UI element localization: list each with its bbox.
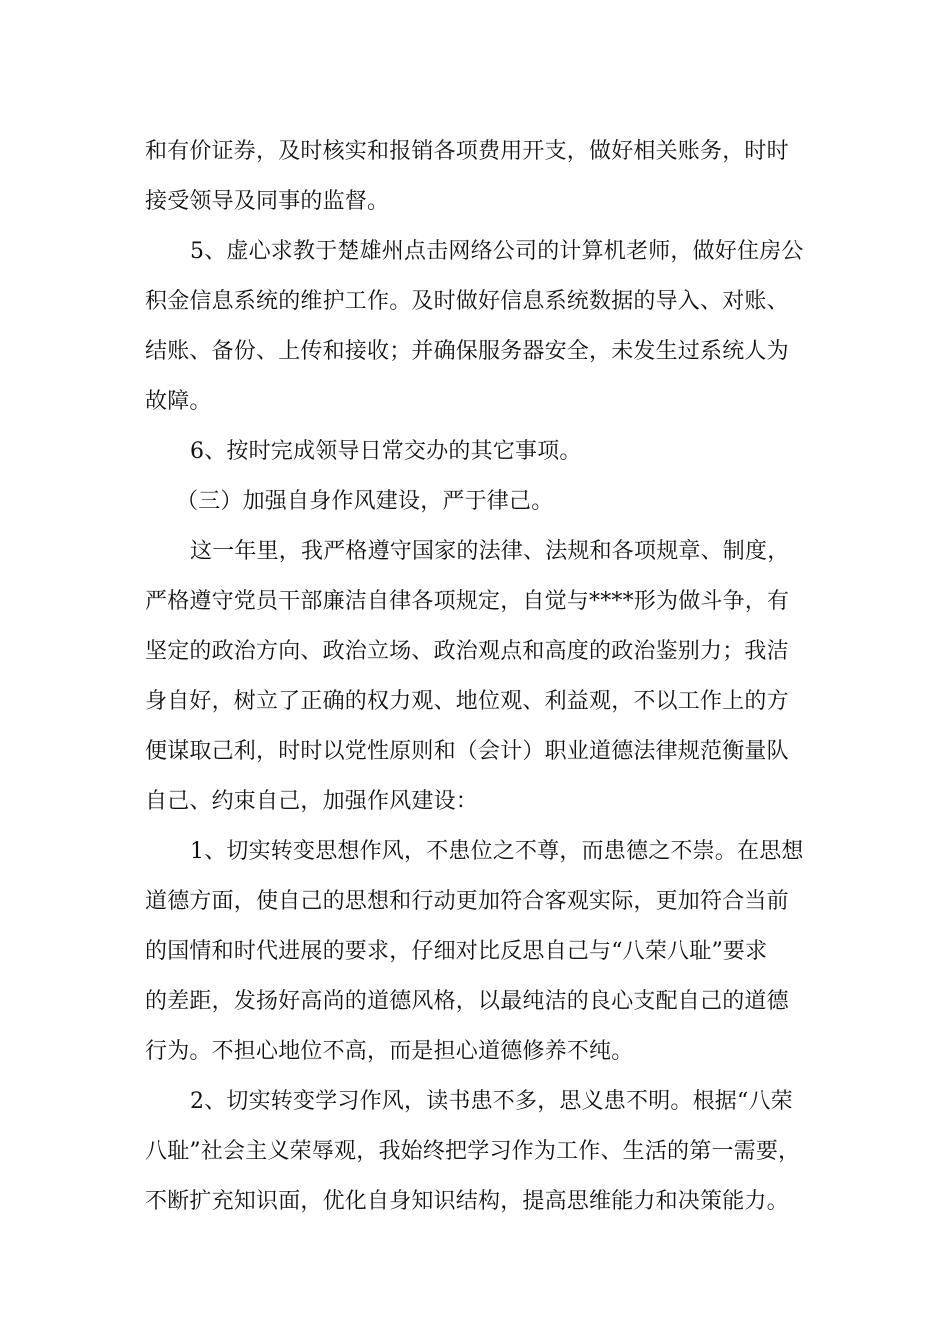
text-line: 行为。不担心地位不高，而是担心道德修养不纯。 [145,1039,634,1064]
text-line: 和有价证券，及时核实和报销各项费用开支，做好相关账务，时时 [145,139,789,164]
text-line: 故障。 [145,389,212,414]
text-line: 6、按时完成领导日常交办的其它事项。 [190,439,582,464]
text-line: 身自好，树立了正确的权力观、地位观、利益观，不以工作上的方 [145,689,789,714]
text-line: 严格遵守党员干部廉洁自律各项规定，自觉与****形为做斗争，有 [145,589,790,614]
text-line: 这一年里，我严格遵守国家的法律、法规和各项规章、制度， [190,539,790,564]
text-line: 八耻”社会主义荣辱观，我始终把学习作为工作、生活的第一需要， [145,1139,801,1164]
text-line: 接受领导及同事的监督。 [145,189,390,214]
text-line: 的差距，发扬好高尚的道德风格，以最纯洁的良心支配自己的道德 [145,989,789,1014]
text-line: 自己、约束自己，加强作风建设： [145,789,479,814]
text-line: 道德方面，使自己的思想和行动更加符合客观实际，更加符合当前 [145,889,789,914]
section-heading: （三）加强自身作风建设，严于律己。 [176,489,554,514]
text-line: 的国情和时代进展的要求，仔细对比反思自己与“八荣八耻”要求 [145,939,768,964]
text-line: 1、切实转变思想作风，不患位之不尊，而患德之不崇。在思想 [190,839,804,864]
text-line: 5、虚心求教于楚雄州点击网络公司的计算机老师，做好住房公 [190,239,804,264]
text-line: 结账、备份、上传和接收；并确保服务器安全，未发生过系统人为 [145,339,789,364]
text-line: 坚定的政治方向、政治立场、政治观点和高度的政治鉴别力；我洁 [145,639,789,664]
text-line: 便谋取己利，时时以党性原则和（会计）职业道德法律规范衡量队 [145,739,789,764]
text-line: 2、切实转变学习作风，读书患不多，思义患不明。根据“八荣 [190,1089,793,1114]
text-line: 积金信息系统的维护工作。及时做好信息系统数据的导入、对账、 [145,289,789,314]
text-line: 不断扩充知识面，优化自身知识结构，提高思维能力和决策能力。 [145,1189,789,1214]
